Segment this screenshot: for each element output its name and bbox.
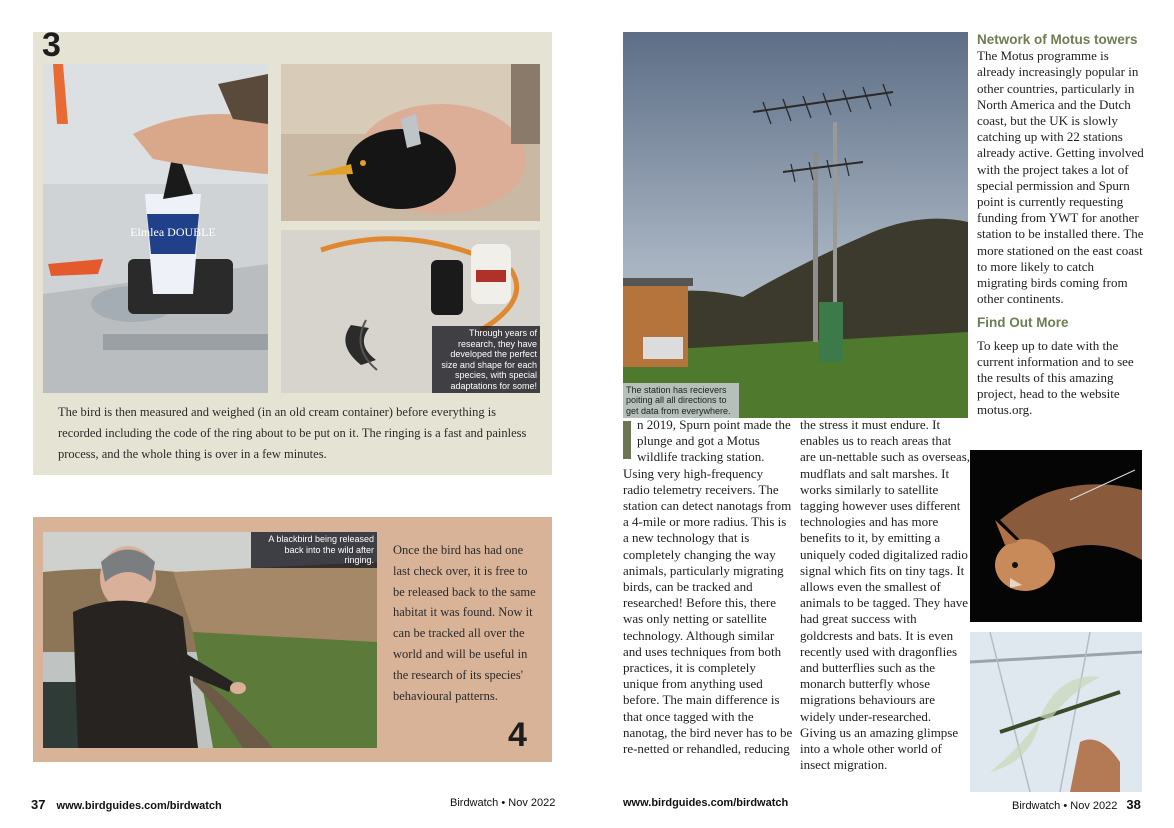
network-heading: Network of Motus towers	[977, 32, 1138, 47]
findout-heading: Find Out More	[977, 315, 1069, 331]
bird-release-photo	[43, 532, 377, 748]
body-column-1	[623, 417, 793, 757]
left-footer	[31, 797, 222, 812]
step3-caption: The bird is then measured and weighed (in an old cream container) before everything is recorded including the code of the ring about to be put on it. The ringing is a fast and painless process, and the whole thing is over in a few minutes.	[58, 405, 527, 461]
network-text: The Motus programme is already increasingly popular in other countries, particularly in North America and the Dutch coast, but the UK is slowly catching up with 22 stations already active. Getting involved with the project takes a lot of special permission and Spurn point is currently requesting funding from YWT for another station to be installed there. The more stationed on the east coast to more likely to catch migrating birds coming from other continents.	[977, 48, 1144, 307]
sidebar-column	[977, 32, 1147, 419]
right-footer-url[interactable]: www.birdguides.com/birdwatch	[623, 797, 789, 809]
bird-weighing-photo	[43, 64, 268, 393]
left-page-number: 37	[31, 797, 46, 812]
motus-tower-photo	[623, 32, 968, 418]
step3-number: 3	[42, 26, 61, 64]
blackbird-in-hand-photo	[281, 64, 540, 221]
right-page-number: 38	[1126, 797, 1141, 812]
left-footer-issue: Birdwatch • Nov 2022	[450, 797, 556, 809]
step4-number: 4	[508, 716, 527, 754]
bat-photo	[970, 450, 1142, 622]
right-footer-issue: Birdwatch • Nov 2022	[1012, 800, 1118, 812]
release-overlay-caption: A blackbird being released back into the wild after ringing.	[251, 532, 377, 568]
right-footer	[1012, 797, 1141, 812]
tower-photo-caption: The station has recievers poiting all all directions to get data from everywhere.	[623, 383, 739, 419]
body-column-2	[800, 417, 970, 773]
dropcap-bar	[623, 421, 631, 459]
container-label: Elmlea DOUBLE	[130, 225, 216, 239]
step4-caption: Once the bird has had one last check over, it is free to be released back to the same habitat it was found. Now it can be tracked all over the world and will be useful in the research of its species' behavioural patterns.	[393, 543, 536, 703]
dragonfly-photo	[970, 632, 1142, 792]
left-footer-url[interactable]: www.birdguides.com/birdwatch	[56, 800, 222, 812]
rings-overlay-caption: Through years of research, they have developed the perfect size and shape for each species, with special adaptations for some!	[432, 326, 540, 393]
body-text-1: n 2019, Spurn point made the plunge and got a Motus wildlife tracking station. Using very high-frequency radio telemetry receivers. The station can detect nanotags from a 4-mile or more radius. This is a new technology that is completely changing the way animals, particularly migrating birds, can be tracked and researched! Before this, there was only netting or satellite technology. Although similar and uses techniques from both practices, it is completely unique from anything used before. The main difference is that once tagged with the nanotag, the bird never has to be re-netted or rehandled, reducing	[623, 417, 793, 757]
findout-text: To keep up to date with the current information and to see the results of this amazing project, head to the website motus.org.	[977, 337, 1134, 418]
body-text-2: the stress it must endure. It enables us to reach areas that are un-nettable such as overseas, mudflats and salt marshes. It works similarly to satellite tagging however uses different technologies and has more benefits to it, by emitting a uniquely coded digitalized radio signal which fits on tiny tags. It allows even the smallest of animals to be tagged. They have had great success with goldcrests and bats. It is even recently used with dragonflies and butterflies such as the monarch butterfly whose migrations behaviours are widely under-researched. Giving us an amazing glimpse into a whole other world of insect migration.	[800, 417, 971, 773]
bird-rings-photo	[281, 230, 540, 393]
